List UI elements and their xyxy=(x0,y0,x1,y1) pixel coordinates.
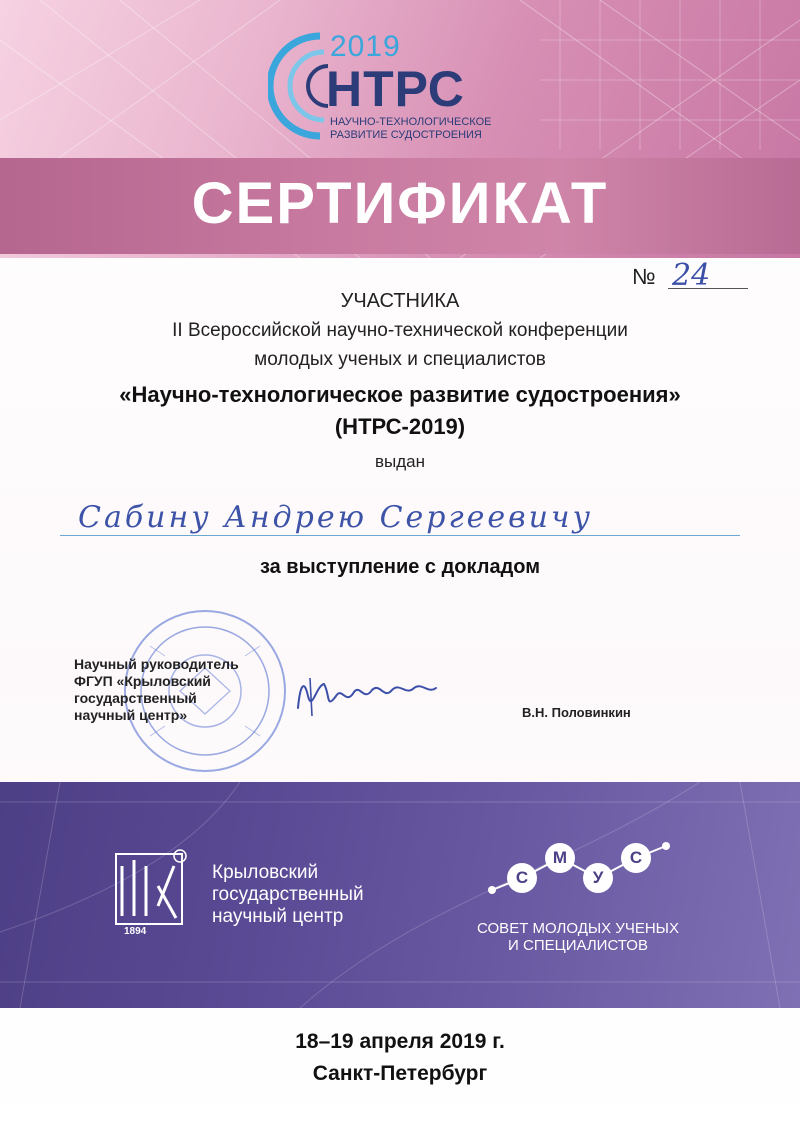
krylov-center-line-3: научный центр xyxy=(212,906,344,927)
smus-logo xyxy=(478,834,678,904)
krylov-center-line-2: государственный xyxy=(212,884,364,905)
conference-title: «Научно-технологическое развитие судостроения» xyxy=(119,382,681,407)
recipient-underline xyxy=(60,535,740,536)
smus-molecule-icon xyxy=(478,834,678,904)
ntrs-logo xyxy=(268,26,528,146)
number-sign: № xyxy=(632,264,656,289)
krylov-center-line-1: Крыловский xyxy=(212,862,319,883)
supervisor-line-4: научный центр» xyxy=(74,707,188,723)
event-city: Санкт-Петербург xyxy=(312,1062,488,1085)
smus-line-2: И СПЕЦИАЛИСТОВ xyxy=(508,937,648,954)
handwritten-signature xyxy=(290,666,450,726)
award-reason: за выступление с докладом xyxy=(259,556,541,578)
certificate-title: СЕРТИФИКАТ xyxy=(191,171,609,236)
supervisor-line-1: Научный руководитель xyxy=(74,656,239,672)
smus-letter-1: С xyxy=(507,863,537,893)
smus-name xyxy=(458,920,698,954)
logo-name: НТРС xyxy=(326,61,465,117)
logo-year: 2019 xyxy=(330,30,401,63)
logo-subtitle-line1: НАУЧНО-ТЕХНОЛОГИЧЕСКОЕ xyxy=(330,116,492,128)
number-underline xyxy=(668,288,748,289)
smus-line-1: СОВЕТ МОЛОДЫХ УЧЕНЫХ xyxy=(477,920,679,937)
logo-subtitle-line2: РАЗВИТИЕ СУДОСТРОЕНИЯ xyxy=(330,129,482,141)
supervisor-line-2: ФГУП «Крыловский xyxy=(74,673,211,689)
smus-letter-4: С xyxy=(621,843,651,873)
supervisor-title xyxy=(74,656,284,724)
krylov-center-name xyxy=(212,862,364,928)
issued-label: выдан xyxy=(374,452,425,471)
signer-name: В.Н. Половинкин xyxy=(522,705,631,720)
supervisor-line-3: государственный xyxy=(74,690,197,706)
number-value: 24 xyxy=(672,258,711,293)
certificate-number xyxy=(632,258,752,294)
recipient-name: Сабину Андрею Сергеевичу xyxy=(78,500,593,535)
krylov-center-year: 1894 xyxy=(124,926,147,937)
conference-line-1: II Всероссийской научно-технической конференции xyxy=(172,320,628,341)
participant-label: УЧАСТНИКА xyxy=(340,290,460,312)
event-date: 18–19 апреля 2019 г. xyxy=(295,1030,505,1053)
smus-letter-3: У xyxy=(583,863,613,893)
organizers-band xyxy=(0,782,800,1008)
logo-subtitle xyxy=(330,116,491,142)
conference-line-2: молодых ученых и специалистов xyxy=(254,349,546,370)
smus-letter-2: М xyxy=(545,843,575,873)
conference-short-name: (НТРС-2019) xyxy=(334,414,466,439)
